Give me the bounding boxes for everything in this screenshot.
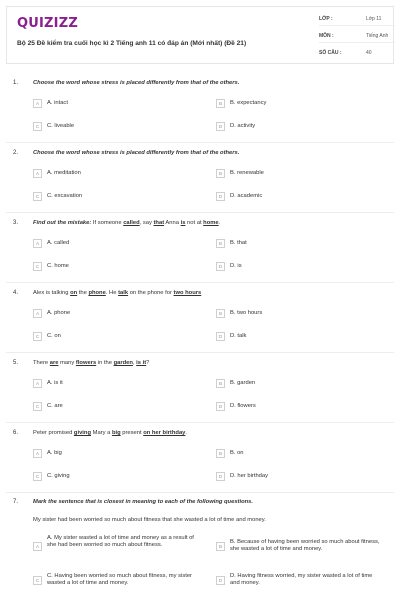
question-text: Peter promised giving Mary a big present on her birthday.: [33, 430, 188, 436]
question-number: 2.: [13, 150, 19, 156]
question-number: 6.: [13, 430, 19, 436]
question-text: Choose the word whose stress is placed differently from that of the others.: [33, 80, 240, 86]
divider: [6, 352, 394, 353]
meta-key: SỐ CÂU :: [319, 50, 342, 56]
question-text: Choose the word whose stress is placed differently from that of the others.: [33, 150, 240, 156]
meta-row-grade: [319, 13, 395, 26]
divider: [6, 142, 394, 143]
question-number: 4.: [13, 290, 19, 296]
question-number: 7.: [13, 499, 19, 505]
question-sentence: My sister had been worried so much about fitness that she wasted a lot of time and money.: [33, 517, 266, 523]
question-text: There are many flowers in the garden, is it?: [33, 360, 150, 366]
question-number: 5.: [13, 360, 19, 366]
worksheet-page: QUIZIZZ Bộ 25 Đề kiểm tra cuối học kì 2 Tiếng anh 11 có đáp án (Mới nhất) (Đề 21) LỚP : Lớp 11 MÔN : Tiếng Anh SỐ CÂU : 40 1. Choose the word whose stress is placed differently from that of the others. A A. intact B B. expectancy C C. liveable D D. activity 2. Choose the word whose stress is placed differently from that of the others. A A. meditation B B. renewable C C. excavation D D. academic 3. Find out the mistake: If someone called, say that Anna is not at home. A A. called B B. that C C. home D D. is 4. Alex is talking on the phone. He talk on the phone for two hours A A. phone B B. two hours C C. on D D. talk 5. There are many flowers in the garden, is it? A A. is it B B. garden C C. are D D. flowers 6. Peter promised giving Mary a big present on her birthday. A A. big B B. on C C. giving D D. her birthday 7. Mark the sentence that is closest in meaning to each of the following questions. My sister had been worried so much about fitness that she wasted a lot of time and money. A A. My sister wasted a lot of time and money as a result of she had been worried so much about fitness. B B. Because of having been worried so much about fitness, she wasted a lot of time and money. C C. Having been worried so much about fitness, my sister wasted a lot of time and money. D D. Having fitness worried, my sister wasted a lot of time and money.: [0, 0, 400, 600]
meta-key: LỚP :: [319, 16, 333, 22]
question-number: 3.: [13, 220, 19, 226]
divider: [6, 492, 394, 493]
divider: [6, 422, 394, 423]
meta-value: Tiếng Anh: [366, 33, 389, 39]
question-text: Find out the mistake: If someone called, say that Anna is not at home.: [33, 220, 221, 226]
meta-row-subject: [319, 30, 395, 43]
meta-key: MÔN :: [319, 33, 334, 39]
divider: [6, 282, 394, 283]
page-title: Bộ 25 Đề kiểm tra cuối học kì 2 Tiếng anh 11 có đáp án (Mới nhất) (Đề 21): [17, 40, 247, 47]
question-text: Mark the sentence that is closest in meaning to each of the following questions.: [33, 499, 253, 505]
meta-value: 40: [366, 50, 372, 56]
worksheet-header: [6, 6, 394, 64]
meta-row-count: [319, 47, 395, 59]
meta-value: Lớp 11: [366, 16, 382, 22]
divider: [6, 212, 394, 213]
question-text: Alex is talking on the phone. He talk on the phone for two hours: [33, 290, 202, 296]
quizizz-logo: QUIZIZZ: [17, 16, 78, 31]
question-number: 1.: [13, 80, 19, 86]
meta-panel: [319, 7, 395, 63]
